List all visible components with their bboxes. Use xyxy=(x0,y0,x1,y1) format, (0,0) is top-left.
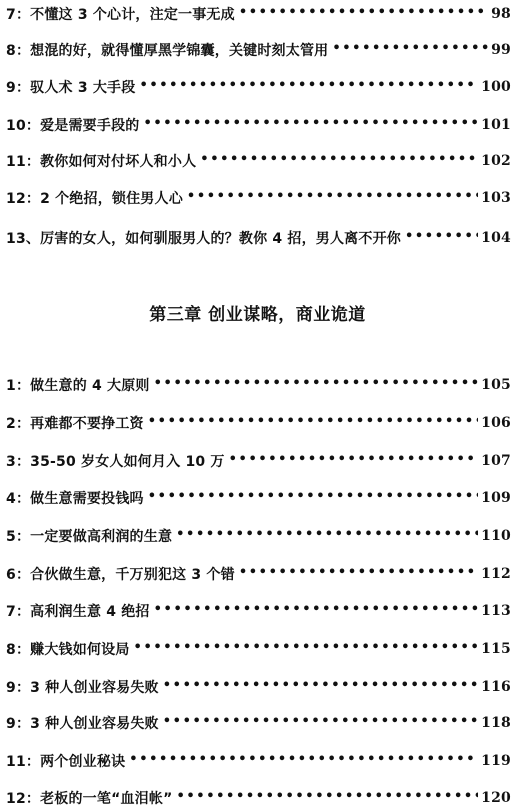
toc-entry-title: 8：想混的好，就得懂厚黑学锦囊，关键时刻太管用 xyxy=(6,43,329,59)
dot-leader xyxy=(229,448,479,472)
toc-entry[interactable] xyxy=(6,2,511,26)
toc-entry-page: 109 xyxy=(481,490,511,506)
toc-entry-page: 112 xyxy=(481,566,511,582)
toc-entry[interactable] xyxy=(6,675,511,699)
toc-entry[interactable] xyxy=(6,524,511,548)
toc-entry[interactable] xyxy=(6,149,511,173)
toc-entry[interactable] xyxy=(6,411,511,435)
dot-leader xyxy=(154,598,479,622)
toc-entry[interactable] xyxy=(6,113,511,137)
dot-leader xyxy=(200,148,478,172)
toc-entry-title: 9：3 种人创业容易失败 xyxy=(6,716,159,732)
toc-entry-page: 118 xyxy=(481,715,511,731)
toc-entry[interactable] xyxy=(6,186,511,210)
dot-leader xyxy=(154,372,479,396)
toc-entry-title: 8：赚大钱如何设局 xyxy=(6,642,130,658)
toc-entry[interactable] xyxy=(6,226,511,250)
toc-entry-page: 99 xyxy=(491,42,511,58)
toc-entry-title: 12：2 个绝招，锁住男人心 xyxy=(6,191,183,207)
toc-entry[interactable] xyxy=(6,373,511,397)
toc-entry-page: 98 xyxy=(491,6,511,22)
toc-entry-page: 102 xyxy=(481,153,511,169)
toc-entry-page: 115 xyxy=(481,641,511,657)
toc-entry[interactable] xyxy=(6,38,511,62)
toc-entry-title: 3：35-50 岁女人如何月入 10 万 xyxy=(6,454,225,470)
toc-entry-title: 1：做生意的 4 大原则 xyxy=(6,378,150,394)
dot-leader xyxy=(163,710,478,734)
dot-leader xyxy=(176,523,478,547)
dot-leader xyxy=(134,636,479,660)
dot-leader xyxy=(148,485,478,509)
dot-leader xyxy=(239,1,488,25)
toc-entry-title: 7：不懂这 3 个心计，注定一事无成 xyxy=(6,7,235,23)
toc-entry-title: 11：两个创业秘诀 xyxy=(6,754,126,770)
toc-entry-page: 120 xyxy=(481,790,511,806)
toc-entry-page: 110 xyxy=(481,528,511,544)
dot-leader xyxy=(143,112,478,136)
toc-entry-page: 116 xyxy=(481,679,511,695)
chapter-heading: 第三章 创业谋略，商业诡道 xyxy=(149,305,366,325)
toc-entry-page: 103 xyxy=(481,190,511,206)
dot-leader xyxy=(139,74,478,98)
toc-entry-title: 7：高利润生意 4 绝招 xyxy=(6,604,150,620)
toc-entry[interactable] xyxy=(6,749,511,773)
toc-entry-title: 9：驭人术 3 大手段 xyxy=(6,80,136,96)
dot-leader xyxy=(405,225,478,249)
toc-entry[interactable] xyxy=(6,599,511,623)
toc-entry-title: 4：做生意需要投钱吗 xyxy=(6,491,144,507)
toc-entry[interactable] xyxy=(6,562,511,586)
toc-entry[interactable] xyxy=(6,637,511,661)
toc-entry-page: 101 xyxy=(481,117,511,133)
dot-leader xyxy=(187,185,478,209)
dot-leader xyxy=(148,410,478,434)
toc-entry-page: 100 xyxy=(481,79,511,95)
toc-entry-page: 119 xyxy=(481,753,511,769)
toc-entry-page: 113 xyxy=(481,603,511,619)
toc-entry-title: 12：老板的一笔“血泪帐” xyxy=(6,791,173,807)
dot-leader xyxy=(163,674,478,698)
toc-entry-title: 9：3 种人创业容易失败 xyxy=(6,680,159,696)
dot-leader xyxy=(176,785,478,809)
toc-entry-title: 11：教你如何对付坏人和小人 xyxy=(6,154,197,170)
dot-leader xyxy=(332,37,488,61)
toc-entry-page: 105 xyxy=(481,377,511,393)
toc-entry-title: 5：一定要做高利润的生意 xyxy=(6,529,173,545)
toc-entry[interactable] xyxy=(6,486,511,510)
toc-entry-title: 13、厉害的女人，如何驯服男人的？教你 4 招，男人离不开你 xyxy=(6,231,401,247)
toc-entry[interactable] xyxy=(6,786,511,810)
toc-entry-page: 106 xyxy=(481,415,511,431)
toc-entry-title: 6：合伙做生意，千万别犯这 3 个错 xyxy=(6,567,235,583)
toc-entry[interactable] xyxy=(6,711,511,735)
dot-leader xyxy=(129,748,478,772)
toc-entry-title: 2：再难都不要挣工资 xyxy=(6,416,144,432)
toc-entry[interactable] xyxy=(6,75,511,99)
dot-leader xyxy=(239,561,478,585)
toc-entry[interactable] xyxy=(6,449,511,473)
toc-entry-title: 10：爱是需要手段的 xyxy=(6,118,140,134)
toc-entry-page: 107 xyxy=(481,453,511,469)
toc-entry-page: 104 xyxy=(481,230,511,246)
